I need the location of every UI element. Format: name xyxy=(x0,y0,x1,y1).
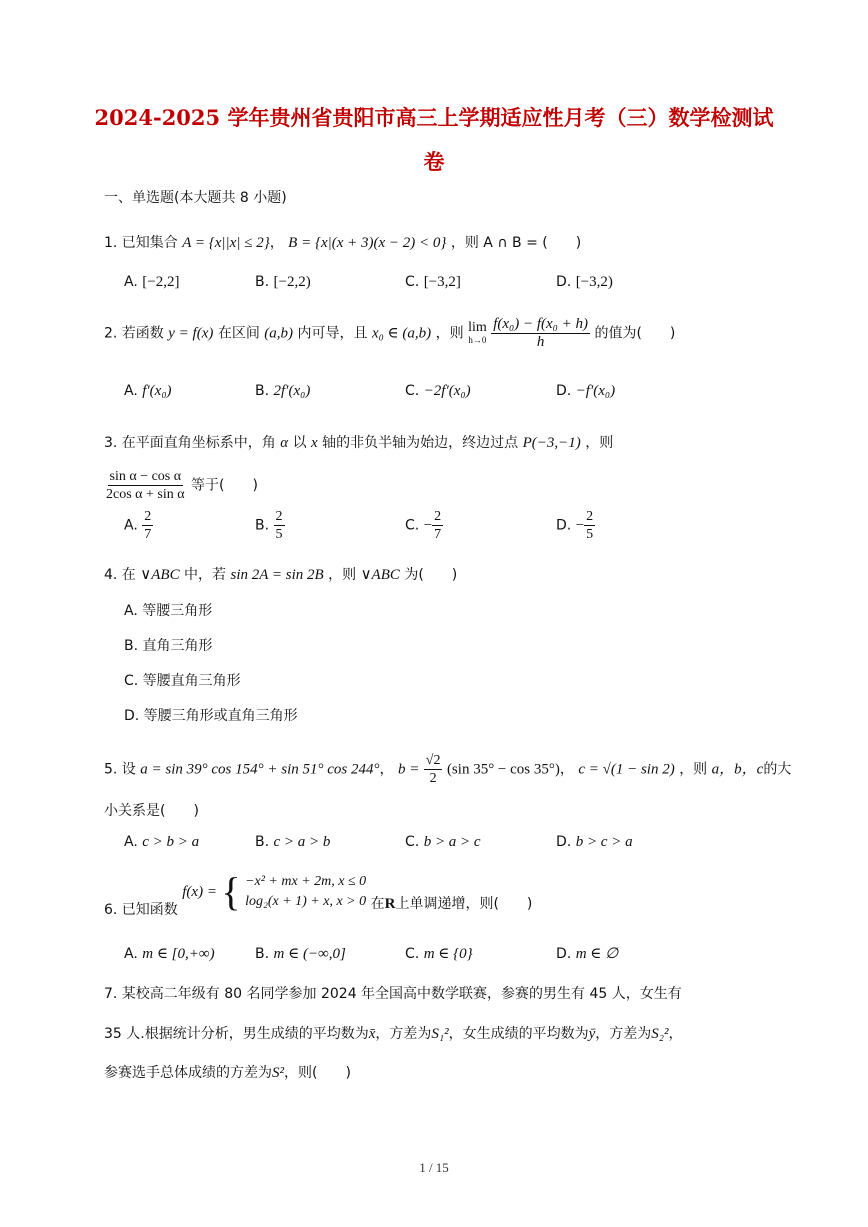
q4-prefix: 4. 在 xyxy=(104,567,136,583)
fraction-numerator: f(x₀) − f(x₀ + h) xyxy=(493,316,588,332)
q4-triangle: ∨ABC xyxy=(140,567,180,583)
fraction-numerator: 2 xyxy=(434,509,442,524)
q3-option-b xyxy=(255,508,285,543)
q2-suffix: 的值为( ) xyxy=(594,325,676,342)
q4-text: 中，若 xyxy=(184,567,227,583)
q3-option-c xyxy=(405,508,443,543)
option-fraction xyxy=(432,508,443,543)
q3-option-a xyxy=(124,508,153,543)
page-number: 1 / 15 xyxy=(419,1160,449,1175)
option-letter: A. xyxy=(124,517,138,534)
q6-suffix: 上单调递增，则( ) xyxy=(395,896,533,912)
q4-option-a: A. 等腰三角形 xyxy=(124,603,213,619)
question-3 xyxy=(104,432,613,452)
section-heading: 一、单选题(本大题共 8 小题) xyxy=(104,190,287,206)
option-value: 2f′(x₀) xyxy=(273,383,311,399)
question-5: 5. 设 a = sin 39° cos 154° + sin 51° cos 244°， b = $\frac{√2}{2}$ (sin 35° − cos 35°)， c = √(1 − sin 2) ，则 a，b，c的大 xyxy=(104,753,792,786)
option-value: m ∈ {0} xyxy=(423,946,473,962)
option-fraction xyxy=(142,508,153,543)
q5-c-def: c = √(1 − sin 2) xyxy=(578,761,675,778)
q5-line2: 小关系是( ) xyxy=(104,803,199,819)
q7-text: 参赛选手总体成绩的方差为 xyxy=(104,1065,272,1081)
option-value: c > b > a xyxy=(142,834,200,850)
q6-piecewise xyxy=(245,872,366,912)
q4-text: ，则 xyxy=(328,567,357,583)
q2-interval: (a,b) xyxy=(264,325,294,342)
q2-text: 内可导，且 xyxy=(297,325,368,342)
q5-b-rest: (sin 35° − cos 35°) xyxy=(446,761,560,778)
fraction-numerator: sin α − cos α xyxy=(109,469,182,484)
q2-text: ，则 xyxy=(435,325,464,342)
option-value: [−2,2) xyxy=(273,274,311,290)
q7-text: ，方差为 xyxy=(595,1026,652,1042)
q5-option-c xyxy=(405,834,481,851)
fraction-denominator: 7 xyxy=(434,527,442,542)
fraction-denominator: h xyxy=(536,334,545,350)
option-letter: B. xyxy=(255,274,270,290)
q3-text: ，则 xyxy=(585,435,614,451)
q6-option-c xyxy=(405,944,473,963)
q3-fraction xyxy=(104,468,187,503)
q4-condition: sin 2A = sin 2B xyxy=(230,567,324,583)
option-letter: D. xyxy=(556,274,572,290)
option-letter: D. xyxy=(556,834,572,850)
q7-text: 35 人.根据统计分析，男生成绩的平均数为 xyxy=(104,1026,369,1042)
option-letter: D. xyxy=(556,946,572,962)
q5-text: 的大 xyxy=(763,761,792,778)
question-1: 1. 已知集合 A = {x||x| ≤ 2}， B = {x|(x + 3)(x − 2) < 0} ，则 A ∩ B = ( ) xyxy=(104,235,582,251)
option-value: m ∈ [0,+∞) xyxy=(142,946,215,962)
option-letter: D. xyxy=(556,517,572,534)
fraction-numerator: √2 xyxy=(425,753,441,768)
q6-option-d xyxy=(556,944,618,963)
q2-text: 在区间 xyxy=(217,325,260,342)
q6-text: 在 xyxy=(370,896,385,912)
question-7-line1: 7. 某校高二年级有 80 名同学参加 2024 年全国高中数学联赛，参赛的男生有 45 人，女生有 xyxy=(104,986,682,1002)
q5-b-lhs: b = xyxy=(397,761,420,778)
option-letter: B. xyxy=(255,383,270,399)
question-7-line3 xyxy=(104,1062,351,1082)
exam-title-line1: 2024-2025 学年贵州省贵阳市高三上学期适应性月考（三）数学检测试 xyxy=(94,105,774,130)
fraction-denominator: 5 xyxy=(275,527,283,542)
q2-fraction xyxy=(491,316,590,351)
option-fraction xyxy=(584,508,595,543)
question-7-line2 xyxy=(104,1023,683,1043)
q6-reals: R xyxy=(384,896,396,912)
q1-set-a: A = {x||x| ≤ 2} xyxy=(182,235,270,251)
exam-title-line2: 卷 xyxy=(423,149,445,174)
q7-xbar: x̄ xyxy=(368,1026,376,1042)
fraction-numerator: 2 xyxy=(586,509,594,524)
option-value: −2f′(x₀) xyxy=(423,383,471,399)
option-letter: B. xyxy=(255,946,270,962)
fraction-denominator: 2 xyxy=(429,771,437,786)
q6-prefix: 6. 已知函数 xyxy=(104,902,178,918)
q6-case-1: −x² + mx + 2m, x ≤ 0 xyxy=(245,874,367,889)
fraction-denominator: 5 xyxy=(586,527,594,542)
option-letter: D. xyxy=(556,383,572,399)
q2-option-a xyxy=(124,383,172,400)
lim-label: lim xyxy=(468,319,487,335)
q3-point: P(−3,−1) xyxy=(522,435,581,451)
q7-s2: S₂² xyxy=(651,1026,669,1042)
q5-option-a xyxy=(124,834,199,851)
option-letter: A. xyxy=(124,946,138,962)
option-value: m ∈ ∅ xyxy=(575,946,619,962)
q4-option-b: B. 直角三角形 xyxy=(124,638,213,654)
piecewise-brace-icon: { xyxy=(221,869,241,914)
option-value: c > a > b xyxy=(273,834,331,850)
option-value: −f′(x₀) xyxy=(575,383,616,399)
option-value: [−3,2] xyxy=(423,274,461,290)
q6-case-2: log₂(x + 1) + x, x > 0 xyxy=(245,894,367,909)
q6-option-a xyxy=(124,944,215,963)
option-letter: A. xyxy=(124,834,138,850)
q1-option-c xyxy=(405,274,461,291)
q1-option-d xyxy=(556,274,613,291)
q6-option-b xyxy=(255,944,346,963)
q3-option-d xyxy=(556,508,595,543)
q1-option-a xyxy=(124,274,179,291)
option-letter: B. xyxy=(255,517,270,534)
question-3-expression xyxy=(104,468,258,503)
q4-option-d: D. 等腰三角形或直角三角形 xyxy=(124,708,298,724)
q7-text: ，女生成绩的平均数为 xyxy=(448,1026,589,1042)
q2-prefix: 2. 若函数 xyxy=(104,325,164,342)
q1-set-b: B = {x|(x + 3)(x − 2) < 0} xyxy=(288,235,447,251)
q3-text: 以 xyxy=(292,435,307,451)
fraction-numerator: 2 xyxy=(144,509,152,524)
option-letter: C. xyxy=(405,274,420,290)
q4-triangle: ∨ABC xyxy=(360,567,400,583)
q5-option-d xyxy=(556,834,633,851)
q1-option-b xyxy=(255,274,311,291)
q7-ybar: ȳ xyxy=(588,1026,596,1042)
option-letter: C. xyxy=(405,517,420,534)
option-letter: B. xyxy=(255,834,270,850)
q2-option-b xyxy=(255,383,310,400)
fraction-numerator: 2 xyxy=(275,509,283,524)
fraction-denominator: 7 xyxy=(144,527,152,542)
q7-text: ，方差为 xyxy=(375,1026,432,1042)
q1-suffix: ，则 A ∩ B = ( ) xyxy=(450,235,582,251)
q3-x: x xyxy=(311,435,318,451)
option-sign: − xyxy=(423,517,433,534)
q1-prefix: 1. 已知集合 xyxy=(104,235,178,251)
question-2 xyxy=(104,316,675,351)
option-sign: − xyxy=(575,517,585,534)
option-value: b > c > a xyxy=(575,834,633,850)
q2-func: y = f(x) xyxy=(168,325,214,342)
q2-option-c xyxy=(405,383,471,400)
option-value: b > a > c xyxy=(423,834,481,850)
option-letter: C. xyxy=(405,383,420,399)
q4-option-c: C. 等腰直角三角形 xyxy=(124,673,241,689)
option-value: [−3,2) xyxy=(575,274,613,290)
question-6 xyxy=(104,869,533,919)
q5-a-def: a = sin 39° cos 154° + sin 51° cos 244° xyxy=(140,761,380,778)
q5-b-fraction xyxy=(424,752,443,787)
q5-prefix: 5. 设 xyxy=(104,761,136,778)
q7-text: ， xyxy=(668,1026,683,1042)
question-4 xyxy=(104,564,457,584)
fraction-denominator: 2cos α + sin α xyxy=(106,487,185,502)
q5-option-b xyxy=(255,834,330,851)
q5-text: ，则 xyxy=(679,761,708,778)
q2-option-d xyxy=(556,383,615,400)
q3-suffix: 等于( ) xyxy=(191,477,258,494)
q4-suffix: 为( ) xyxy=(404,567,458,583)
lim-subscript: h→0 xyxy=(468,334,487,345)
option-letter: C. xyxy=(405,834,420,850)
option-letter: A. xyxy=(124,383,138,399)
option-value: m ∈ (−∞,0] xyxy=(273,946,346,962)
option-fraction xyxy=(274,508,285,543)
q2-limit xyxy=(468,319,487,346)
option-letter: C. xyxy=(405,946,420,962)
q7-s1: S₁² xyxy=(431,1026,449,1042)
q3-prefix: 3. 在平面直角坐标系中，角 xyxy=(104,435,276,451)
q3-alpha: α xyxy=(280,435,289,451)
q3-text: 轴的非负半轴为始边，终边过点 xyxy=(322,435,519,451)
q2-condition: x₀ ∈ (a,b) xyxy=(371,325,432,342)
q7-text: ，则( ) xyxy=(284,1065,351,1081)
q6-lhs: f(x) = xyxy=(182,884,217,900)
option-value: [−2,2] xyxy=(142,274,180,290)
option-letter: A. xyxy=(124,274,138,290)
q7-s: S² xyxy=(272,1065,284,1081)
option-value: f′(x₀) xyxy=(142,383,172,399)
q5-letters: a，b，c xyxy=(711,761,764,778)
